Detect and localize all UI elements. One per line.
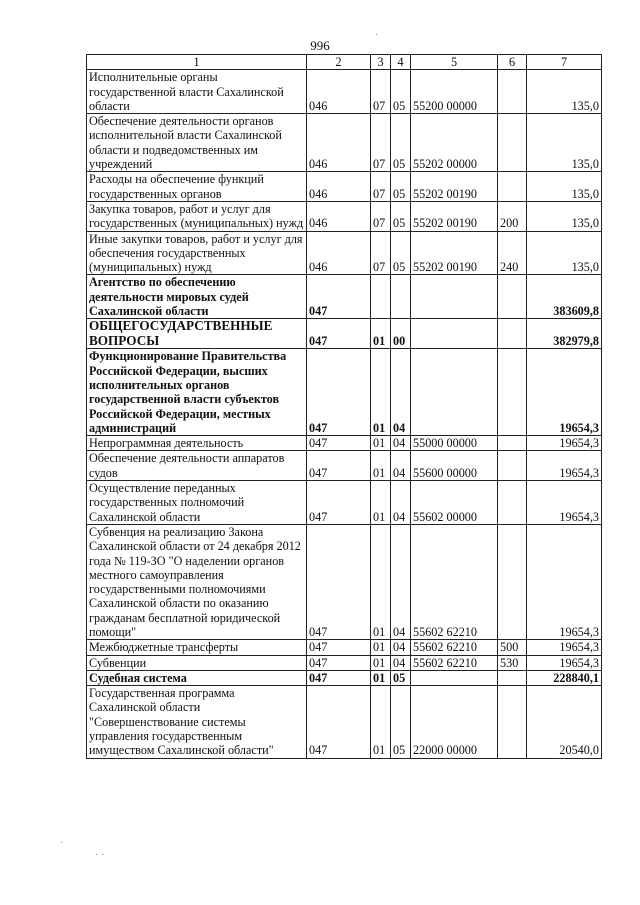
row-section: 01 [371,319,391,349]
row-name: Агентство по обеспечению деятельности мировых судей Сахалинской области [87,275,307,319]
row-expense-type [498,275,527,319]
row-subsection: 05 [391,172,411,202]
table-row [87,319,602,349]
row-target-article: 22000 00000 [411,686,498,758]
row-amount: 19654,3 [527,436,602,451]
row-name: Закупка товаров, работ и услуг для государственных (муниципальных) нужд [87,201,307,231]
table-row [87,275,602,319]
row-expense-type [498,349,527,436]
row-amount: 19654,3 [527,655,602,670]
table-row [87,481,602,525]
row-amount: 383609,8 [527,275,602,319]
row-name: Государственная программа Сахалинской области "Совершенствование системы управления государственным имуществом Сахалинской области" [87,686,307,758]
row-target-article [411,319,498,349]
row-expense-type: 500 [498,640,527,655]
row-subsection [391,275,411,319]
row-name: Судебная система [87,670,307,685]
row-subsection: 04 [391,481,411,525]
header-cell: 1 [87,55,307,70]
row-amount: 135,0 [527,201,602,231]
row-code: 047 [307,319,371,349]
row-expense-type [498,481,527,525]
row-section: 01 [371,524,391,639]
row-subsection: 04 [391,451,411,481]
row-section: 01 [371,640,391,655]
row-target-article: 55602 62210 [411,640,498,655]
table-row [87,451,602,481]
row-code: 047 [307,436,371,451]
table-row [87,172,602,202]
row-section: 07 [371,231,391,275]
row-code: 047 [307,524,371,639]
row-target-article: 55200 00000 [411,70,498,114]
row-target-article [411,670,498,685]
row-amount: 382979,8 [527,319,602,349]
row-code: 046 [307,231,371,275]
row-name: Осуществление переданных государственных полномочий Сахалинской области [87,481,307,525]
table-row [87,640,602,655]
row-code: 046 [307,201,371,231]
row-name: Исполнительные органы государственной власти Сахалинской области [87,70,307,114]
table-row [87,114,602,172]
row-code: 047 [307,686,371,758]
row-subsection: 04 [391,655,411,670]
table-row [87,349,602,436]
row-section: 07 [371,70,391,114]
row-subsection: 05 [391,231,411,275]
row-target-article: 55602 00000 [411,481,498,525]
header-cell: 7 [527,55,602,70]
row-target-article [411,349,498,436]
budget-table [86,54,602,759]
row-subsection: 04 [391,349,411,436]
row-subsection: 05 [391,670,411,685]
row-expense-type [498,524,527,639]
row-target-article: 55202 00000 [411,114,498,172]
row-target-article [411,275,498,319]
header-cell: 5 [411,55,498,70]
row-section: 01 [371,451,391,481]
row-name: Функционирование Правительства Российской Федерации, высших исполнительных органов государственной власти субъектов Российской Федерации, местных администраций [87,349,307,436]
row-section: 01 [371,670,391,685]
row-section [371,275,391,319]
row-target-article: 55202 00190 [411,201,498,231]
row-amount: 135,0 [527,231,602,275]
row-subsection: 04 [391,436,411,451]
row-expense-type [498,70,527,114]
row-expense-type [498,670,527,685]
row-subsection: 05 [391,201,411,231]
table-header-row [87,55,602,70]
row-expense-type [498,172,527,202]
row-expense-type [498,114,527,172]
row-expense-type: 530 [498,655,527,670]
table-row [87,655,602,670]
row-subsection: 04 [391,640,411,655]
table-row [87,670,602,685]
table-row [87,436,602,451]
row-name: Обеспечение деятельности аппаратов судов [87,451,307,481]
row-target-article: 55000 00000 [411,436,498,451]
row-amount: 135,0 [527,172,602,202]
row-subsection: 05 [391,686,411,758]
row-subsection: 05 [391,114,411,172]
row-name: Межбюджетные трансферты [87,640,307,655]
row-name: Обеспечение деятельности органов исполнительной власти Сахалинской области и подведомственных им учреждений [87,114,307,172]
row-subsection: 00 [391,319,411,349]
row-expense-type [498,451,527,481]
row-code: 047 [307,670,371,685]
row-amount: 19654,3 [527,640,602,655]
row-code: 047 [307,349,371,436]
row-section: 07 [371,172,391,202]
row-amount: 135,0 [527,114,602,172]
row-code: 047 [307,451,371,481]
row-code: 047 [307,655,371,670]
header-cell: 3 [371,55,391,70]
row-expense-type: 200 [498,201,527,231]
table-row [87,201,602,231]
row-name: Непрограммная деятельность [87,436,307,451]
row-section: 01 [371,436,391,451]
row-code: 046 [307,172,371,202]
row-target-article: 55602 62210 [411,655,498,670]
scan-speck: · [375,30,379,41]
row-amount: 19654,3 [527,481,602,525]
row-expense-type [498,319,527,349]
row-target-article: 55600 00000 [411,451,498,481]
row-amount: 19654,3 [527,524,602,639]
row-name: Иные закупки товаров, работ и услуг для обеспечения государственных (муниципальных) нужд [87,231,307,275]
row-section: 01 [371,686,391,758]
row-target-article: 55202 00190 [411,172,498,202]
row-section: 07 [371,114,391,172]
row-amount: 20540,0 [527,686,602,758]
row-amount: 19654,3 [527,349,602,436]
table-row [87,686,602,758]
row-name: Субвенция на реализацию Закона Сахалинской области от 24 декабря 2012 года № 119-ЗО "О наделении органов местного самоуправления государственными полномочиями Сахалинской области по оказанию гражданам бесплатной юридической помощи" [87,524,307,639]
row-expense-type [498,686,527,758]
table-row [87,231,602,275]
header-cell: 4 [391,55,411,70]
row-amount: 135,0 [527,70,602,114]
row-name: Субвенции [87,655,307,670]
row-name: ОБЩЕГОСУДАРСТВЕННЫЕ ВОПРОСЫ [87,319,307,349]
row-code: 047 [307,640,371,655]
scan-speck: · [60,838,64,849]
row-subsection: 05 [391,70,411,114]
row-expense-type: 240 [498,231,527,275]
row-section: 01 [371,481,391,525]
row-code: 047 [307,481,371,525]
row-name: Расходы на обеспечение функций государственных органов [87,172,307,202]
row-expense-type [498,436,527,451]
header-cell: 2 [307,55,371,70]
row-section: 07 [371,201,391,231]
row-subsection: 04 [391,524,411,639]
row-code: 046 [307,70,371,114]
row-target-article: 55602 62210 [411,524,498,639]
scan-speck: · · [95,850,105,861]
table-row [87,524,602,639]
row-amount: 228840,1 [527,670,602,685]
row-target-article: 55202 00190 [411,231,498,275]
page-number: 996 [310,38,330,53]
row-code: 047 [307,275,371,319]
table-row [87,70,602,114]
row-amount: 19654,3 [527,451,602,481]
row-section: 01 [371,349,391,436]
row-code: 046 [307,114,371,172]
header-cell: 6 [498,55,527,70]
row-section: 01 [371,655,391,670]
